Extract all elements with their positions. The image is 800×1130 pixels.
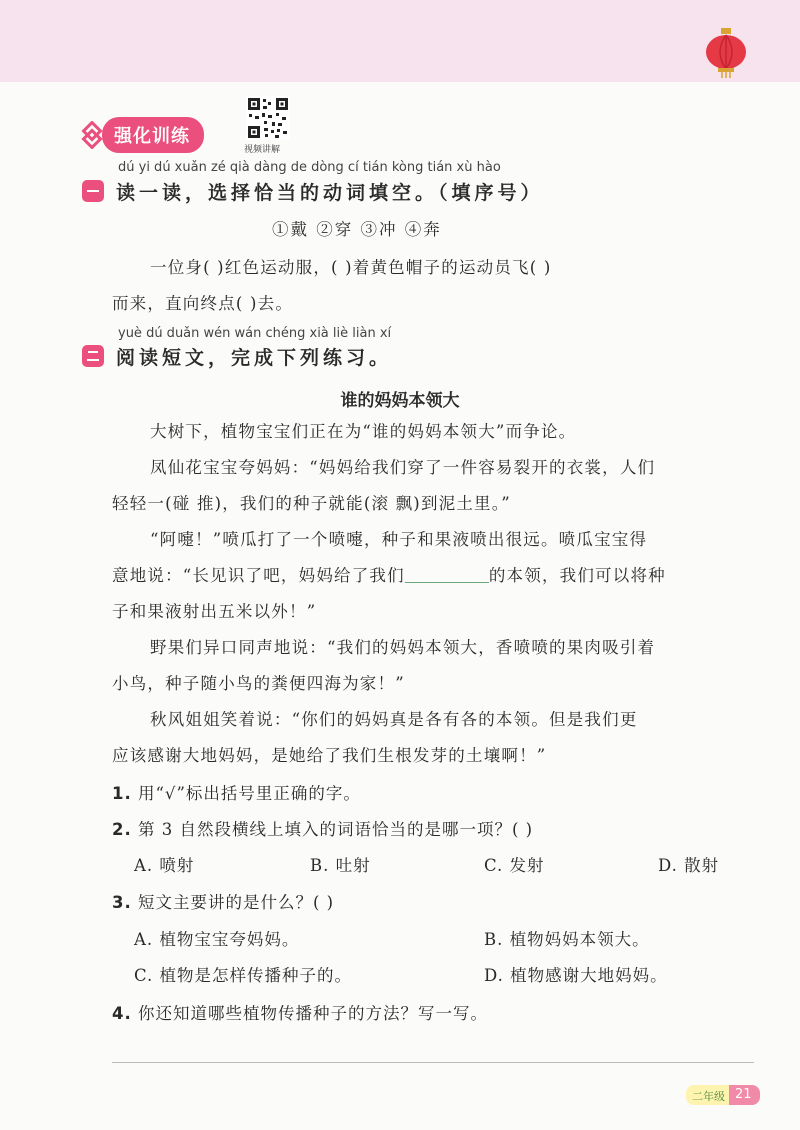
story-paragraph-2-line1: 凤仙花宝宝夸妈妈：“妈妈给我们穿了一件容易裂开的衣裳，人们 <box>150 458 656 477</box>
part2-pinyin: yuè dú duǎn wén wán chéng xià liè liàn xí <box>118 326 392 341</box>
question-2-option-c[interactable]: C. 发射 <box>484 856 545 875</box>
qr-caption: 视频讲解 <box>244 145 281 155</box>
story-paragraph-2-line2: 轻轻一(碰 推)，我们的种子就能(滚 飘)到泥土里。” <box>112 494 511 513</box>
part2-number-badge <box>82 345 104 367</box>
qr-code-icon[interactable] <box>246 96 290 140</box>
question-3-option-c[interactable]: C. 植物是怎样传播种子的。 <box>134 966 353 985</box>
answer-line[interactable] <box>112 1062 754 1063</box>
question-4-number: 4. <box>112 1004 132 1023</box>
question-1-text: 用“√”标出括号里正确的字。 <box>138 784 361 803</box>
fill-in-blank[interactable] <box>405 582 489 583</box>
question-4-text: 你还知道哪些植物传播种子的方法？写一写。 <box>138 1004 488 1023</box>
question-2-option-d[interactable]: D. 散射 <box>658 856 720 875</box>
question-1 <box>112 780 361 804</box>
question-4 <box>112 1000 488 1024</box>
story-paragraph-5-line1: 秋风姐姐笑着说：“你们的妈妈真是各有各的本领。但是我们更 <box>150 710 638 729</box>
question-3-option-a[interactable]: A. 植物宝宝夸妈妈。 <box>134 930 300 949</box>
part1-sentence-line1: 一位身( )红色运动服，( )着黄色帽子的运动员飞( ) <box>150 258 552 277</box>
part1-sentence-line2: 而来，直向终点( )去。 <box>112 294 294 313</box>
story-paragraph-3-line2-a: 意地说：“长见识了吧，妈妈给了我们 <box>112 566 405 585</box>
part2-heading: 阅读短文，完成下列练习。 <box>116 347 393 369</box>
question-2-text: 第 3 自然段横线上填入的词语恰当的是哪一项？( ) <box>138 820 534 839</box>
question-1-number: 1. <box>112 784 132 803</box>
story-paragraph-5-line2: 应该感谢大地妈妈，是她给了我们生根发芽的土壤啊！” <box>112 746 547 765</box>
part1-heading: 读一读，选择恰当的动词填空。（填序号） <box>116 182 544 204</box>
story-paragraph-4-line2: 小鸟，种子随小鸟的粪便四海为家！” <box>112 674 405 693</box>
story-paragraph-3-line2-b: 的本领，我们可以将种 <box>488 566 666 585</box>
story-paragraph-3-line1: “阿嚏！”喷瓜打了一个喷嚏，种子和果液喷出很远。喷瓜宝宝得 <box>150 530 648 549</box>
part1-number-badge <box>82 180 104 202</box>
question-3-number: 3. <box>112 893 132 912</box>
story-paragraph-1: 大树下，植物宝宝们正在为“谁的妈妈本领大”而争论。 <box>150 422 577 441</box>
question-2-option-b[interactable]: B. 吐射 <box>310 856 371 875</box>
story-title: 谁的妈妈本领大 <box>340 391 460 411</box>
section-tag <box>78 118 204 152</box>
question-2-option-a[interactable]: A. 喷射 <box>134 856 195 875</box>
question-3-option-d[interactable]: D. 植物感谢大地妈妈。 <box>484 966 668 985</box>
page-footer <box>686 1085 760 1105</box>
part1-pinyin: dú yi dú xuǎn zé qià dàng de dòng cí tián kòng tián xù hào <box>118 160 501 175</box>
top-banner <box>0 0 800 82</box>
question-3-option-b[interactable]: B. 植物妈妈本领大。 <box>484 930 650 949</box>
story-paragraph-3-line2 <box>112 562 666 586</box>
question-3-text: 短文主要讲的是什么？( ) <box>138 893 335 912</box>
story-paragraph-3-line3: 子和果液射出五米以外！” <box>112 602 317 621</box>
lantern-icon <box>704 28 748 78</box>
question-2 <box>112 816 533 840</box>
page-number: 21 <box>729 1085 760 1105</box>
grade-label: 二年级 <box>686 1085 729 1105</box>
question-3 <box>112 889 334 913</box>
part1-options: ①戴 ②穿 ③冲 ④奔 <box>272 220 442 239</box>
question-2-number: 2. <box>112 820 132 839</box>
section-tag-label: 强化训练 <box>102 117 204 153</box>
story-paragraph-4-line1: 野果们异口同声地说：“我们的妈妈本领大，香喷喷的果肉吸引着 <box>150 638 656 657</box>
